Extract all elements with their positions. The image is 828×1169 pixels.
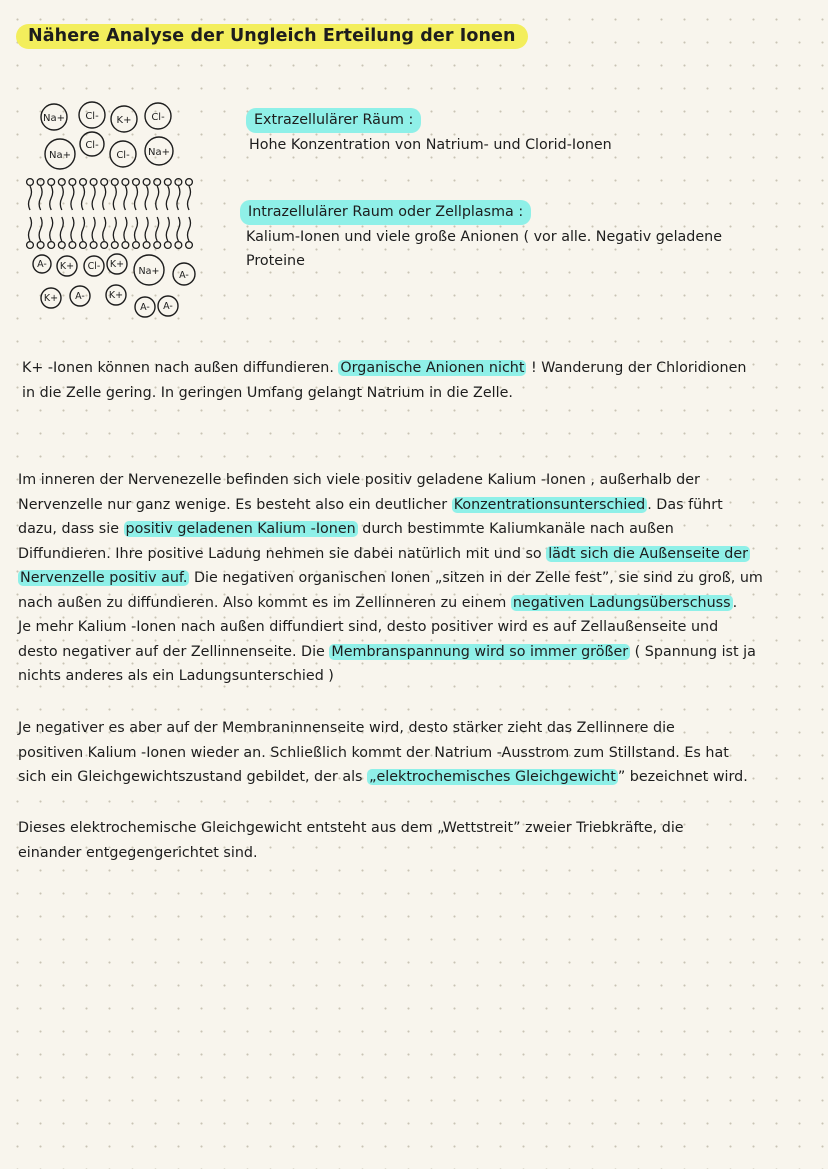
ion-na-inner-1 [134,255,164,285]
text-line: Im inneren der Nervenezelle befinden sich viele positiv geladene Kalium -Ionen , außerhalb der [18,472,700,488]
lipid-tail-lower [71,217,74,241]
membrane-diagram [24,98,204,326]
lipid-tail-lower [113,217,116,241]
text-span: . Das führt [647,496,723,513]
lipid-tail-upper [60,186,63,210]
ion-a-inner-1 [33,255,51,273]
text-span: ” bezeichnet wird. [617,769,748,785]
text-line: nichts anderes als ein Ladungsunterschied ) [18,668,334,684]
lipid-tail-upper [156,186,159,210]
ion-k-inner-3 [41,288,61,308]
text-span: Nervenzelle nur ganz wenige. Es besteht also ein deutlicher [18,496,452,513]
ion-cl-outer-2 [145,103,171,129]
lipid-tail-upper [103,186,106,210]
lipid-tail-lower [60,217,63,241]
lipid-head-lower [122,242,129,249]
paragraph-concentration [18,468,763,689]
text-line: Je negativer es aber auf der Membraninnenseite wird, desto stärker zieht das Zellinnere die [18,720,675,736]
lipid-head-upper [143,179,150,186]
highlight-outer-side-positive-cont: Nervenzelle positiv auf. [20,570,188,586]
svg-text:Na+: Na+ [43,113,65,124]
lipid-head-upper [80,179,87,186]
text-span: Die negativen organischen Ionen „sitzen in der Zelle fest”, sie sind zu groß, um [189,570,763,586]
intracellular-line-1: Kalium-Ionen und viele große Anionen ( vor alle. Negativ geladene [246,228,723,245]
intracellular-section [240,200,722,274]
page-title: Nähere Analyse der Ungleich Erteilung der Ionen [16,24,528,49]
svg-text:Cl-: Cl- [87,261,101,272]
text-span: Diffundieren. Ihre positive Ladung nehmen sie dabei natürlich mit und so [18,545,547,562]
svg-text:Cl-: Cl- [85,111,99,122]
text-span: K+ -Ionen können nach außen diffundieren. [22,360,339,376]
extracellular-section [246,108,612,157]
paragraph-equilibrium [18,716,748,790]
intracellular-line-2: Proteine [246,253,305,269]
paragraph-ion-diffusion [22,356,746,405]
lipid-head-upper [186,179,193,186]
lipid-tail-lower [103,217,106,241]
text-span: ( Spannung ist ja [630,643,756,660]
text-span: dazu, dass sie [18,521,124,537]
lipid-head-upper [90,179,97,186]
extracellular-heading: Extrazellulärer Räum : [246,108,421,133]
lipid-bilayer [27,179,193,249]
svg-text:A-: A- [140,302,150,313]
lipid-tail-lower [156,217,159,241]
text-span: sich ein Gleichgewichtszustand gebildet, der als [18,769,368,785]
paragraph-driving-forces [18,816,684,865]
svg-text:K+: K+ [109,259,125,270]
svg-text:A-: A- [75,291,85,302]
highlight-electrochemical-equilibrium: „elektrochemisches Gleichgewicht [369,769,616,785]
lipid-tail-lower [82,217,85,241]
lipid-head-lower [69,242,76,249]
svg-text:K+: K+ [116,115,132,126]
text-span: desto negativer auf der Zellinnenseite. Die [18,643,330,660]
svg-text:Cl-: Cl- [85,140,99,151]
lipid-tail-upper [135,186,138,210]
ion-a-inner-5 [158,296,178,316]
lipid-head-lower [186,242,193,249]
svg-text:Cl-: Cl- [116,150,130,161]
highlight-concentration-difference: Konzentrationsunterschied [453,496,646,513]
lipid-tail-upper [145,186,148,210]
lipid-head-upper [27,179,34,186]
highlight-organic-anions: Organische Anionen nicht [340,360,525,376]
lipid-tail-lower [177,217,180,241]
lipid-head-lower [37,242,44,249]
svg-text:K+: K+ [108,290,124,301]
ion-cl-outer-1 [79,102,105,128]
lipid-tail-lower [39,217,42,241]
lipid-head-upper [101,179,108,186]
lipid-head-upper [175,179,182,186]
lipid-tail-upper [82,186,85,210]
lipid-tail-lower [135,217,138,241]
svg-text:K+: K+ [59,261,75,272]
lipid-tail-lower [124,217,127,241]
svg-text:Na+: Na+ [138,266,160,277]
lipid-tail-upper [166,186,169,210]
lipid-head-upper [111,179,118,186]
lipid-head-lower [175,242,182,249]
highlight-outer-side-positive: lädt sich die Außenseite der [548,545,749,562]
text-line: positiven Kalium -Ionen wieder an. Schließlich kommt der Natrium -Ausstrom zum Stillstand. Es hat [18,744,729,761]
ion-na-outer-2 [45,139,75,169]
ion-cl-inner-1 [84,256,104,276]
lipid-tail-upper [188,186,191,210]
lipid-tail-upper [124,186,127,210]
lipid-head-lower [27,242,34,249]
ion-k-outer-1 [111,106,137,132]
lipid-tail-upper [92,186,95,210]
ion-k-inner-4 [106,285,126,305]
extracellular-text: Hohe Konzentration von Natrium- und Clorid-Ionen [249,136,612,153]
lipid-tail-lower [188,217,191,241]
svg-text:Na+: Na+ [148,147,170,158]
text-span: durch bestimmte Kaliumkanäle nach außen [357,521,674,537]
lipid-head-lower [164,242,171,249]
ion-cl-outer-3 [80,132,104,156]
ion-na-outer-3 [145,137,173,165]
lipid-head-lower [101,242,108,249]
lipid-tail-upper [39,186,42,210]
lipid-tail-upper [177,186,180,210]
lipid-head-upper [58,179,65,186]
lipid-head-upper [122,179,129,186]
lipid-head-lower [48,242,55,249]
lipid-head-upper [69,179,76,186]
lipid-head-upper [154,179,161,186]
lipid-head-lower [143,242,150,249]
svg-text:Cl-: Cl- [151,112,165,123]
lipid-head-lower [133,242,140,249]
lipid-tail-lower [50,217,53,241]
lipid-tail-lower [145,217,148,241]
lipid-head-lower [111,242,118,249]
text-span: ! Wanderung der Chloridionen [526,360,747,376]
ion-na-outer-1 [41,104,67,130]
svg-text:A-: A- [179,270,189,281]
ion-a-inner-2 [173,263,195,285]
lipid-head-upper [48,179,55,186]
lipid-tail-lower [92,217,95,241]
svg-text:A-: A- [163,301,173,312]
svg-text:A-: A- [37,259,47,270]
text-line: einander entgegengerichtet sind. [18,844,258,861]
highlight-membrane-voltage: Membranspannung wird so immer größer [331,643,629,660]
lipid-tail-upper [71,186,74,210]
lipid-head-lower [90,242,97,249]
lipid-tail-upper [29,186,32,210]
lipid-head-upper [133,179,140,186]
text-span: nach außen zu diffundieren. Also kommt es im Zellinneren zu einem [18,594,511,611]
text-line: Dieses elektrochemische Gleichgewicht entsteht aus dem „Wettstreit” zweier Triebkräfte, die [18,820,684,836]
lipid-tail-upper [50,186,53,210]
lipid-head-lower [80,242,87,249]
lipid-tail-upper [113,186,116,210]
intracellular-heading: Intrazellulärer Raum oder Zellplasma : [240,200,531,225]
ion-cl-outer-4 [110,141,136,167]
svg-text:Na+: Na+ [49,150,71,161]
text-line: in die Zelle gering. In geringen Umfang gelangt Natrium in die Zelle. [22,384,513,401]
text-line: Je mehr Kalium -Ionen nach außen diffundiert sind, desto positiver wird es auf Zellaußenseite und [18,619,719,635]
highlight-potassium-ions: positiv geladenen Kalium -Ionen [125,521,356,537]
lipid-head-upper [37,179,44,186]
text-span: . [732,594,738,611]
lipid-head-upper [164,179,171,186]
lipid-head-lower [154,242,161,249]
lipid-head-lower [58,242,65,249]
highlight-negative-charge-excess: negativen Ladungsüberschuss [512,594,731,611]
ion-a-inner-3 [70,286,90,306]
lipid-tail-lower [29,217,32,241]
ion-k-inner-1 [57,256,77,276]
svg-text:K+: K+ [43,293,59,304]
lipid-tail-lower [166,217,169,241]
ion-k-inner-2 [107,254,127,274]
ion-a-inner-4 [135,297,155,317]
